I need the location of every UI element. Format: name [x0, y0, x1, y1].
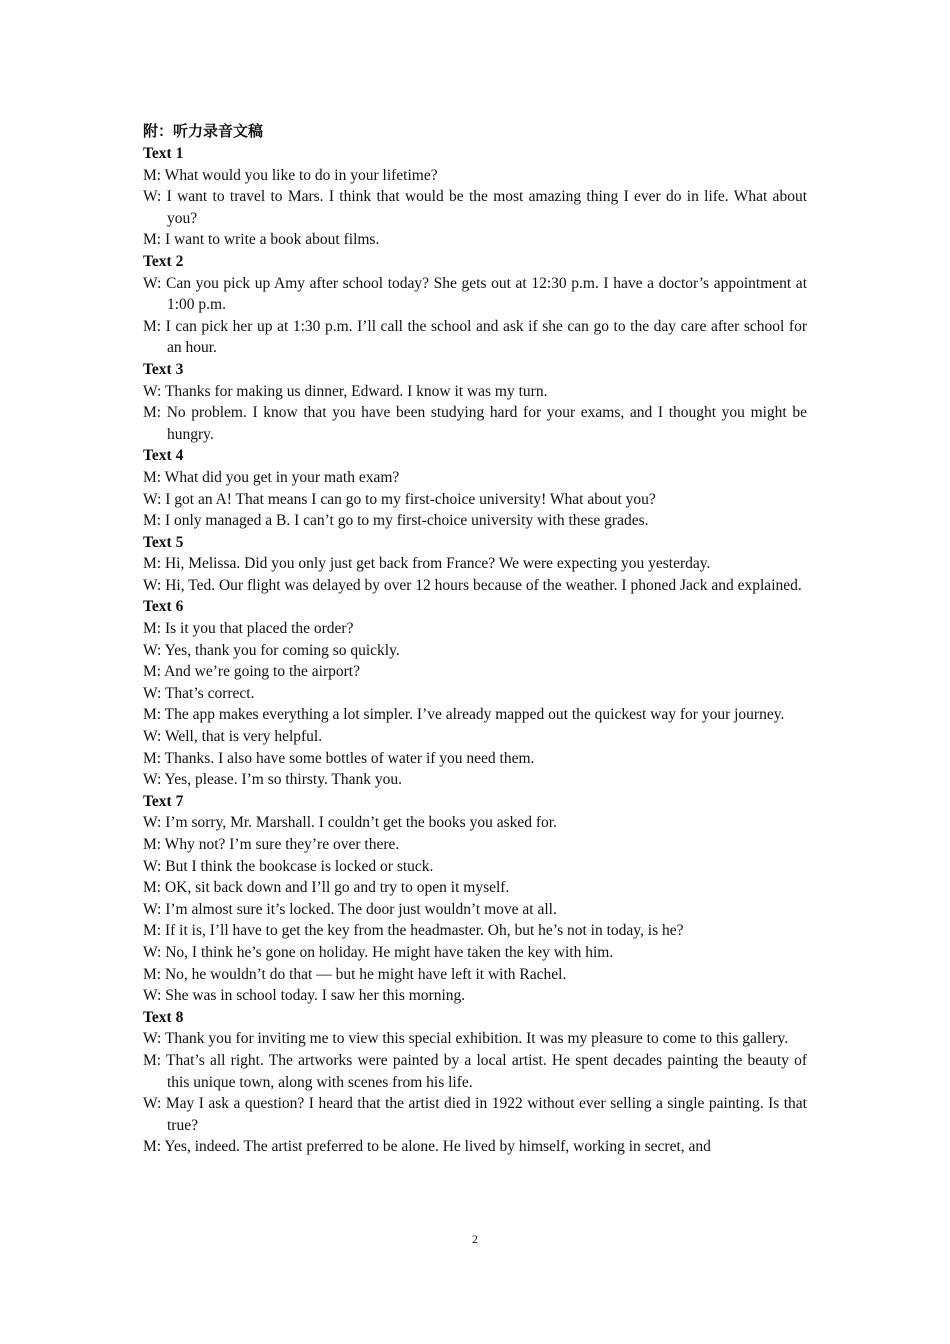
transcript-section [143, 791, 807, 1007]
transcript-section [143, 251, 807, 359]
section-title: Text 1 [143, 145, 184, 162]
dialogue-line: M: What would you like to do in your lifetime? [143, 166, 438, 184]
dialogue-line: M: Is it you that placed the order? [143, 620, 354, 638]
dialogue-line: W: Hi, Ted. Our flight was delayed by over 12 hours because of the weather. I phoned Jack and explained. [143, 576, 802, 594]
transcript-section [143, 359, 807, 445]
dialogue-line: W: May I ask a question? I heard that the artist died in 1922 without ever selling a single painting. Is that true? [143, 1095, 807, 1134]
dialogue-line: W: I got an A! That means I can go to my first-choice university! What about you? [143, 490, 656, 508]
dialogue-line: M: I only managed a B. I can’t go to my first-choice university with these grades. [143, 512, 649, 530]
dialogue-line: M: Thanks. I also have some bottles of water if you need them. [143, 749, 535, 767]
dialogue-line: W: She was in school today. I saw her this morning. [143, 987, 466, 1005]
transcript-section [143, 532, 807, 597]
section-title: Text 5 [143, 533, 184, 551]
dialogue-line: W: That’s correct. [143, 684, 255, 702]
transcript-page [143, 119, 807, 1158]
dialogue-line: W: Yes, please. I’m so thirsty. Thank you. [143, 771, 403, 789]
dialogue-line: W: No, I think he’s gone on holiday. He might have taken the key with him. [143, 943, 614, 961]
dialogue-line: W: Thank you for inviting me to view this special exhibition. It was my pleasure to come to this gallery. [143, 1030, 789, 1048]
dialogue-line: M: Hi, Melissa. Did you only just get back from France? We were expecting you yesterday. [143, 555, 711, 573]
dialogue-line: M: If it is, I’ll have to get the key from the headmaster. Oh, but he’s not in today, is he? [143, 922, 684, 940]
dialogue-line: W: But I think the bookcase is locked or stuck. [143, 857, 434, 875]
dialogue-line: M: Yes, indeed. The artist preferred to be alone. He lived by himself, working in secret, and [143, 1138, 711, 1156]
transcript-sections [143, 143, 807, 1158]
dialogue-line: M: I want to write a book about films. [143, 231, 380, 249]
dialogue-line: W: Yes, thank you for coming so quickly. [143, 641, 400, 659]
dialogue-line: M: The app makes everything a lot simpler. I’ve already mapped out the quickest way for your journey. [143, 706, 785, 724]
transcript-section [143, 143, 807, 251]
section-title: Text 2 [143, 252, 184, 270]
dialogue-line: M: I can pick her up at 1:30 p.m. I’ll call the school and ask if she can go to the day care after school for an hour. [143, 317, 807, 357]
dialogue-line: M: No, he wouldn’t do that — but he might have left it with Rachel. [143, 965, 567, 983]
section-title: Text 7 [143, 792, 184, 810]
section-title: Text 3 [143, 360, 184, 378]
transcript-section [143, 445, 807, 531]
dialogue-line: W: Can you pick up Amy after school today? She gets out at 12:30 p.m. I have a doctor’s appointment at 1:00 p.m. [143, 274, 807, 314]
dialogue-line: M: That’s all right. The artworks were painted by a local artist. He spent decades painting the beauty of this unique town, along with scenes from his life. [143, 1051, 807, 1091]
page-heading: 附：听力录音文稿 [143, 122, 264, 140]
dialogue-line: M: Why not? I’m sure they’re over there. [143, 836, 400, 853]
dialogue-line: W: I’m almost sure it’s locked. The door just wouldn’t move at all. [143, 900, 557, 918]
dialogue-line: W: Well, that is very helpful. [143, 728, 323, 746]
dialogue-line: M: OK, sit back down and I’ll go and try to open it myself. [143, 879, 510, 897]
dialogue-line: M: No problem. I know that you have been studying hard for your exams, and I thought you might be hungry. [143, 404, 807, 443]
section-title: Text 4 [143, 447, 184, 465]
dialogue-line: W: I’m sorry, Mr. Marshall. I couldn’t get the books you asked for. [143, 814, 557, 832]
page-number: 2 [472, 1232, 478, 1246]
transcript-section [143, 1007, 807, 1158]
dialogue-line: W: I want to travel to Mars. I think that would be the most amazing thing I ever do in life. What about you? [143, 188, 807, 227]
transcript-section [143, 596, 807, 790]
section-title: Text 6 [143, 598, 184, 616]
dialogue-line: M: And we’re going to the airport? [143, 663, 360, 681]
dialogue-line: M: What did you get in your math exam? [143, 468, 400, 486]
section-title: Text 8 [143, 1008, 184, 1026]
dialogue-line: W: Thanks for making us dinner, Edward. I know it was my turn. [143, 382, 548, 400]
